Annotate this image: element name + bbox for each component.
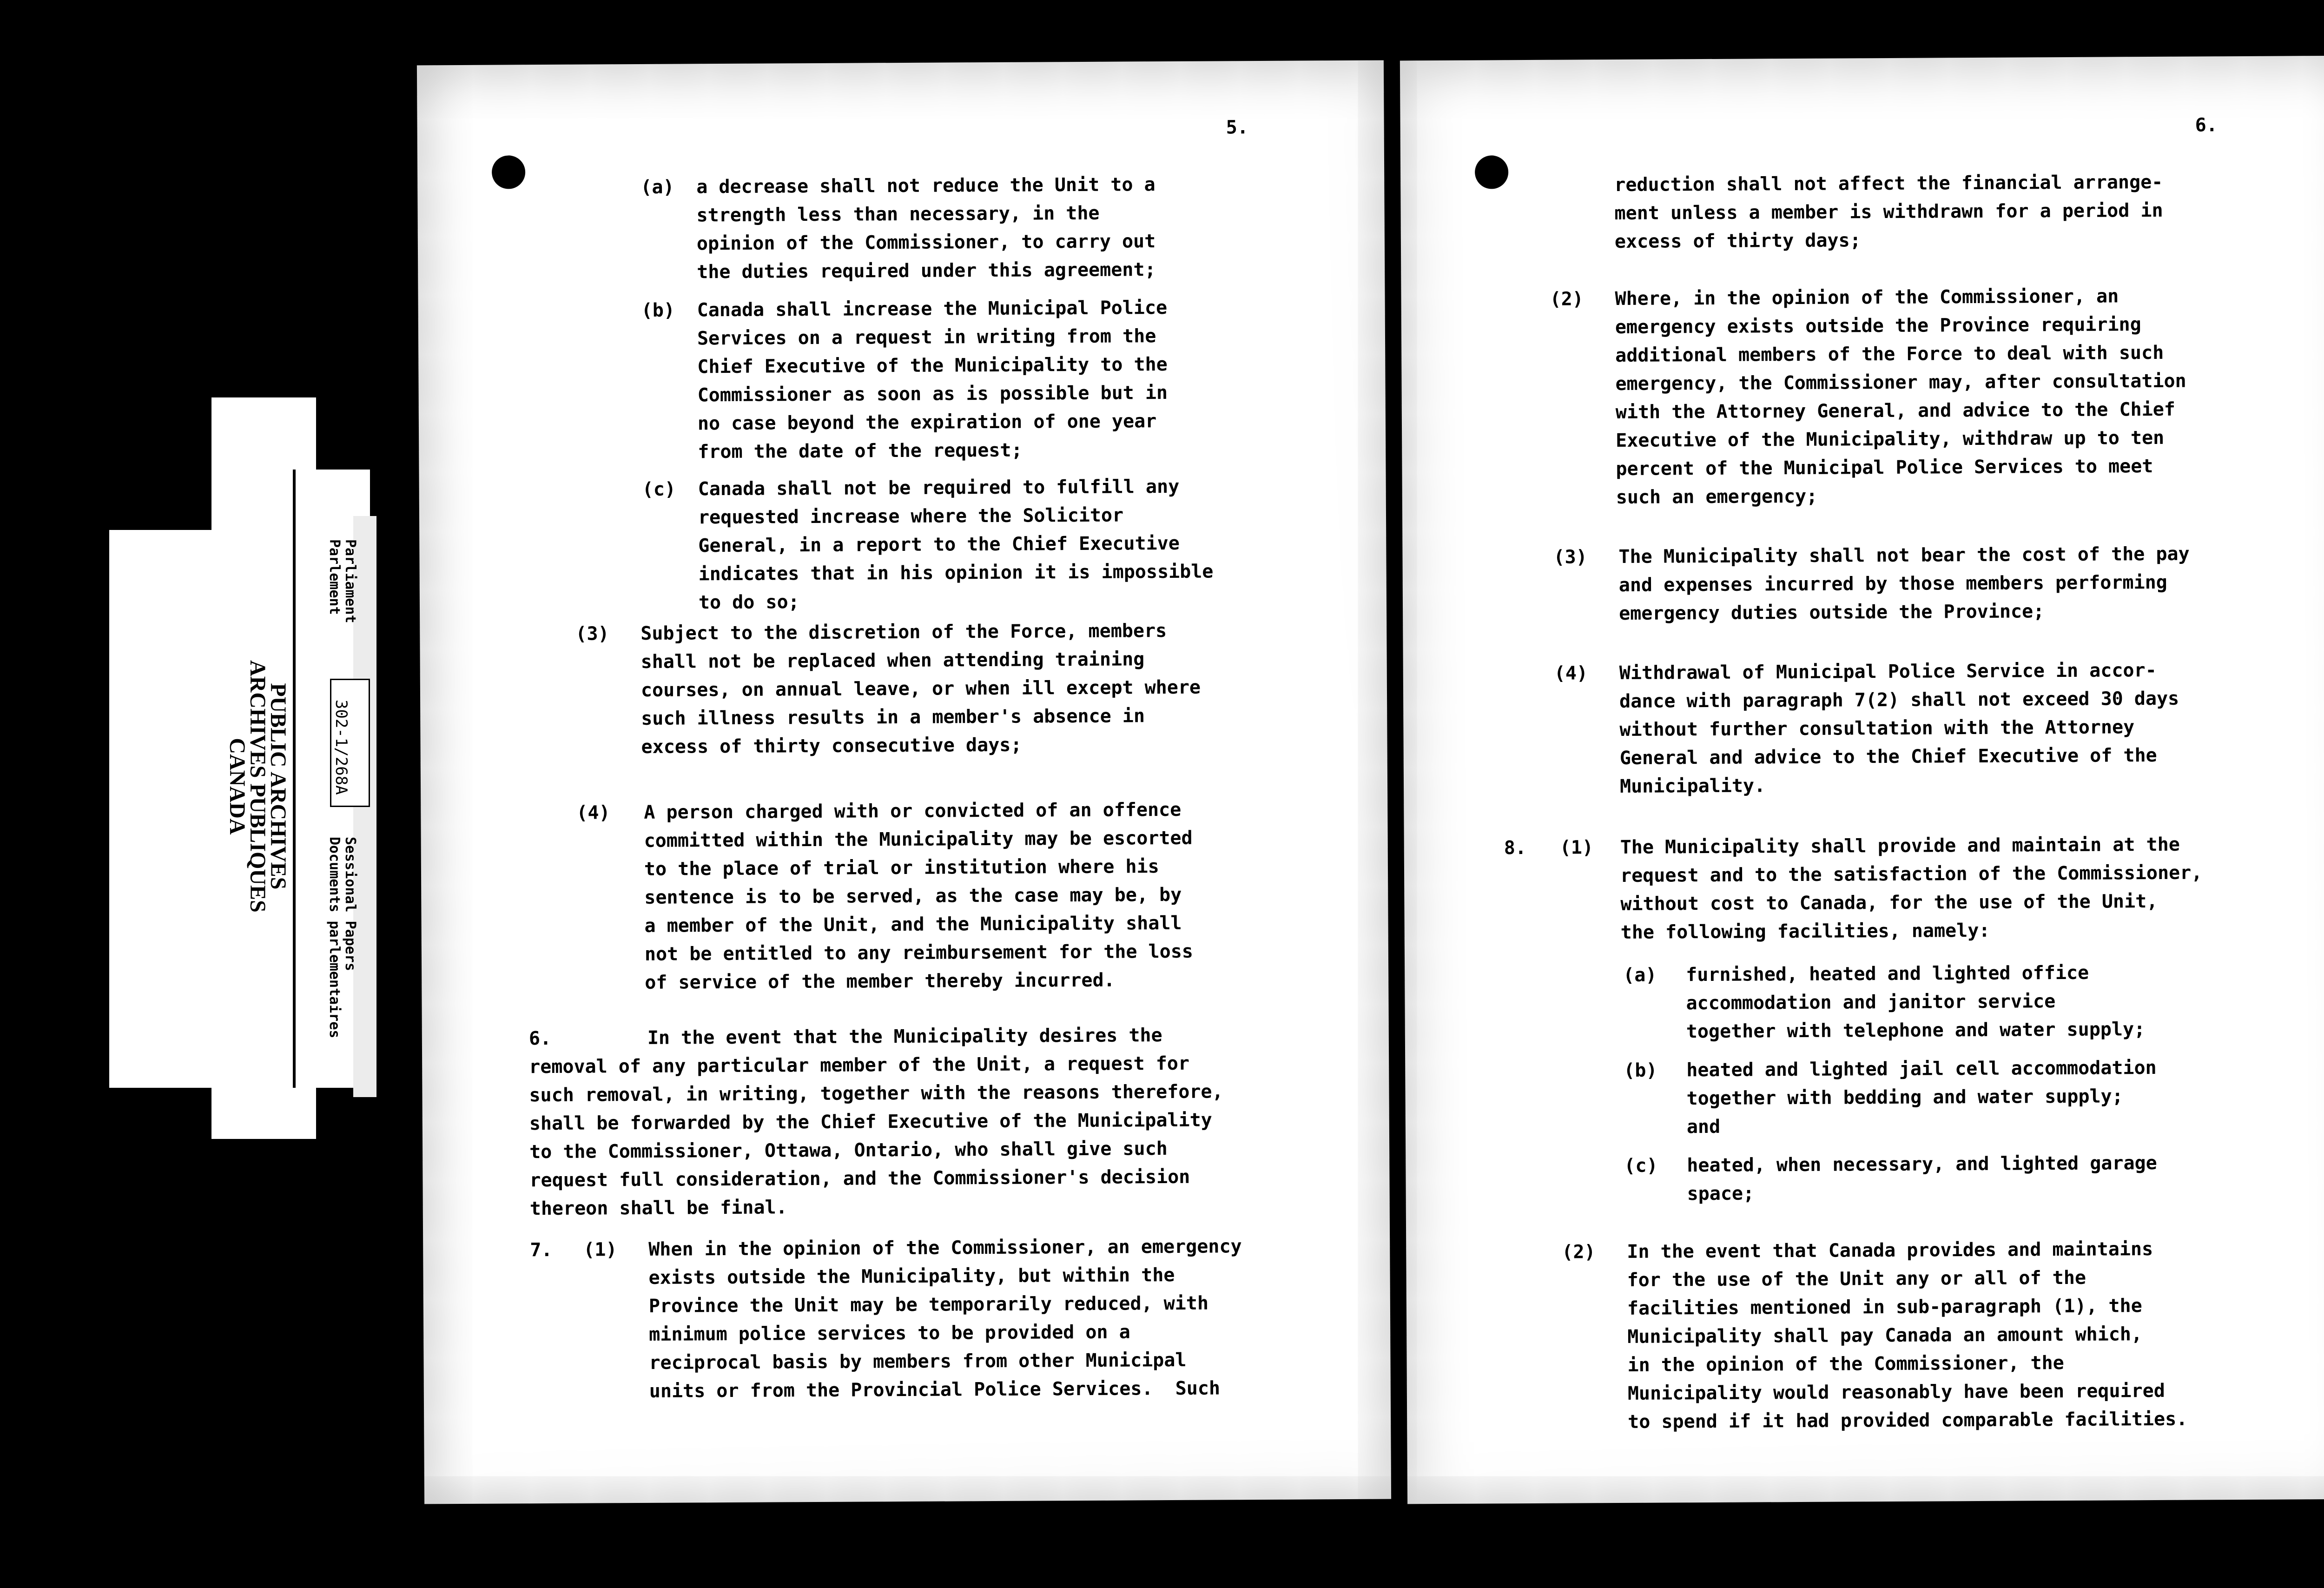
para-2-label: (2) — [1550, 288, 1584, 310]
continuation-text: reduction shall not affect the financial arrange- ment unless a member is withdrawn for a period in excess of thirty days; — [1614, 171, 2163, 253]
para-8-2-label: (2) — [1562, 1241, 1596, 1263]
para-8-2-text: In the event that Canada provides and maintains for the use of the Unit any or all of the facilities mentioned in sub-paragraph (1), the Municipality shall pay Canada an amount which, in the opinion of the Commissioner, the Municipality would reasonably have been required to spend if it had provided comparable facilities. — [1627, 1238, 2188, 1433]
section-6-text: removal of any particular member of the Unit, a request for such removal, in writing, together with the reasons therefore, shall be forwarded by the Chief Executive of the Municipality to the Commissioner, Ottawa, Ontario, who shall give such request full consideration, and the Commissioner's decision thereon shall be final. — [529, 1052, 1223, 1220]
item-b-label: (b) — [1624, 1059, 1657, 1081]
item-b-label: (b) — [641, 299, 675, 321]
section-7-text: When in the opinion of the Commissioner, an emergency exists outside the Municipality, but within the Province the Unit may be temporarily reduced, with minimum police services to be provided on a reciprocal basis by members from other Municipal units or from the Provincial Police Services. Such — [648, 1236, 1242, 1402]
document-number: 302-1/268A — [332, 700, 350, 795]
punch-hole — [492, 155, 525, 189]
sessional-line-1: Sessional Papers — [342, 837, 358, 971]
item-a-text: furnished, heated and lighted office accommodation and janitor service together with telephone and water supply; — [1686, 962, 2146, 1043]
item-b-text: Canada shall increase the Municipal Police Services on a request in writing from the Chief Executive of the Municipality to the Commissioner as soon as is possible but in no case beyond the expiration of one year from the date of the request; — [697, 297, 1168, 463]
para-3-label: (3) — [1553, 546, 1587, 568]
page-5 — [417, 60, 1391, 1504]
para-4-label: (4) — [1554, 662, 1588, 684]
item-a-label: (a) — [1623, 964, 1657, 986]
section-6-label: 6. — [528, 1027, 552, 1050]
para-3-label: (3) — [575, 623, 609, 645]
parliament-line-2: Parlement — [326, 539, 343, 615]
item-c-text: heated, when necessary, and lighted garage space; — [1687, 1152, 2157, 1205]
para-4-text: Withdrawal of Municipal Police Service in accor- dance with paragraph 7(2) shall not exceed 30 days without further consultation with the Attorney General and advice to the Chief Executive of the Municipality. — [1619, 659, 2179, 797]
section-7-sub-label: (1) — [583, 1239, 617, 1261]
archives-line-2: ARCHIVES PUBLIQUES — [245, 660, 270, 913]
sessional-line-2: Documents parlementaires — [326, 837, 343, 1039]
parliament-label — [326, 539, 358, 623]
para-2-text: Where, in the opinion of the Commissioner, an emergency exists outside the Province requiring additional members of the Force to deal with such emergency, the Commissioner may, after consultation with the Attorney General, and advice to the Chief Executive of the Municipality, withdraw up to ten percent of the Municipal Police Services to meet such an emergency; — [1615, 285, 2186, 509]
para-4-label: (4) — [576, 802, 610, 824]
archives-stamp — [227, 660, 288, 913]
page-number: 6. — [2195, 114, 2218, 136]
item-b-text: heated and lighted jail cell accommodation together with bedding and water supply; and — [1686, 1057, 2157, 1138]
para-3-text: The Municipality shall not bear the cost of the pay and expenses incurred by those members performing emergency duties outside the Province; — [1618, 543, 2190, 625]
page-number: 5. — [1226, 117, 1248, 139]
item-c-label: (c) — [642, 478, 676, 500]
parliament-line-1: Parliament — [342, 539, 358, 623]
section-6-first-line: In the event that the Municipality desires the — [647, 1025, 1162, 1049]
section-8-text: The Municipality shall provide and maintain at the request and to the satisfaction of the Commissioner, without cost to Canada, for the use of the Unit, the following facilities, namely: — [1620, 834, 2203, 943]
sessional-papers-label — [326, 837, 358, 1038]
para-3-text: Subject to the discretion of the Force, members shall not be replaced when attending training courses, on annual leave, or when ill except where such illness results in a member's absence in excess of thirty consecutive days; — [640, 620, 1201, 758]
item-a-label: (a) — [640, 176, 674, 198]
item-c-text: Canada shall not be required to fulfill any requested increase where the Solicitor General, in a report to the Chief Executive indicates that in his opinion it is impossible to do so; — [698, 476, 1214, 614]
item-c-label: (c) — [1624, 1155, 1658, 1177]
section-7-label: 7. — [530, 1239, 553, 1261]
para-4-text: A person charged with or convicted of an offence committed within the Municipality may be escorted to the place of trial or institution where his sentence is to be served, as the case may be, by a member of the Unit, and the Municipality shall not be entitled to any reimbursement for the loss of service of the member thereby incurred. — [644, 799, 1194, 993]
archives-line-3: CANADA — [225, 738, 250, 835]
section-8-label: 8. — [1504, 837, 1527, 859]
item-a-text: a decrease shall not reduce the Unit to a strength less than necessary, in the opinion of the Commissioner, to carry out the duties required under this agreement; — [696, 174, 1156, 283]
archives-line-1: PUBLIC ARCHIVES — [266, 683, 290, 890]
punch-hole — [1475, 155, 1508, 189]
section-8-sub-label: (1) — [1559, 837, 1594, 859]
page-6 — [1400, 56, 2324, 1504]
